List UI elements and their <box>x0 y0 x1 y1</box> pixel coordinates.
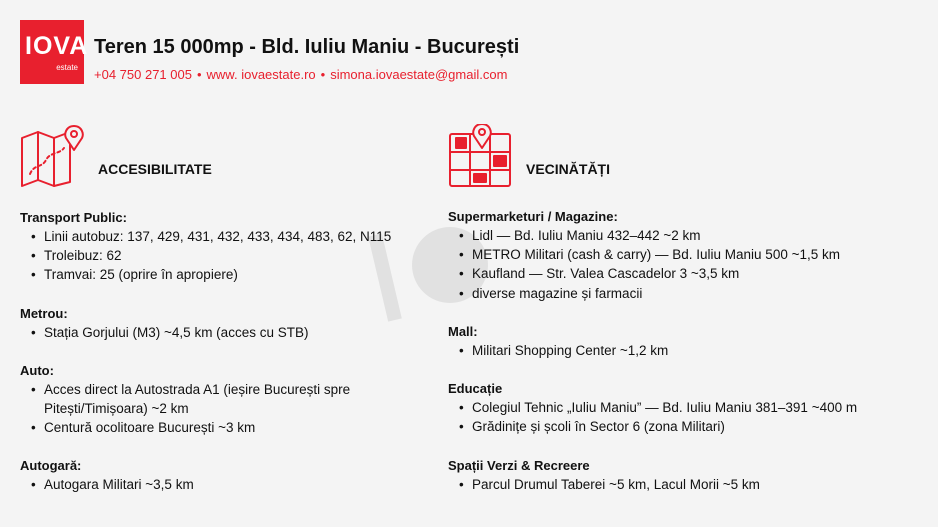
group-title: Autogară: <box>20 458 82 473</box>
list-item-continuation: Pitești/Timișoara) ~2 km <box>44 401 189 417</box>
contact-line <box>94 67 507 82</box>
separator: • <box>320 67 326 82</box>
group-title: Auto: <box>20 363 54 378</box>
list-item: • diverse magazine și farmacii <box>448 284 840 303</box>
info-group <box>448 207 840 303</box>
group-list <box>20 323 308 342</box>
group-list <box>20 475 194 494</box>
group-list <box>448 475 760 494</box>
list-item: • Grădinițe și școli în Sector 6 (zona Militari) <box>448 417 857 436</box>
info-group <box>20 208 391 285</box>
group-list <box>448 398 857 436</box>
page-title: Teren 15 000mp - Bld. Iuliu Maniu - București <box>94 36 520 58</box>
list-item: • METRO Militari (cash & carry) — Bd. Iuliu Maniu 500 ~1,5 km <box>448 245 840 264</box>
info-group <box>448 456 760 494</box>
separator: • <box>196 67 202 82</box>
brand-logo <box>20 20 89 84</box>
info-group <box>20 361 350 438</box>
list-item: • Troleibuz: 62 <box>20 246 391 265</box>
list-item: • Linii autobuz: 137, 429, 431, 432, 433, 434, 483, 62, N115 <box>20 227 391 246</box>
logo-subtext: estate <box>56 63 78 72</box>
group-title: Mall: <box>448 324 478 339</box>
info-group <box>20 456 194 494</box>
map-pin-icon <box>20 124 86 188</box>
group-list <box>448 341 668 360</box>
phone-number[interactable]: +04 750 271 005 <box>94 67 192 82</box>
group-list <box>448 226 840 303</box>
info-group <box>448 322 668 360</box>
group-list <box>20 380 350 438</box>
section-title: VECINĂTĂȚI <box>526 161 610 177</box>
info-group <box>20 304 308 342</box>
group-title: Transport Public: <box>20 210 127 225</box>
list-item: • Autogara Militari ~3,5 km <box>20 475 194 494</box>
info-group <box>448 379 857 436</box>
list-item: • Lidl — Bd. Iuliu Maniu 432–442 ~2 km <box>448 226 840 245</box>
group-title: Educație <box>448 381 503 396</box>
logo-mark: IOVA <box>25 32 89 60</box>
website-link[interactable]: www. iovaestate.ro <box>206 67 316 82</box>
group-title: Spații Verzi & Recreere <box>448 458 590 473</box>
list-item: • Colegiul Tehnic „Iuliu Maniu” — Bd. Iuliu Maniu 381–391 ~400 m <box>448 398 857 417</box>
email-link[interactable]: simona.iovaestate@gmail.com <box>330 67 508 82</box>
city-map-icon <box>448 124 514 188</box>
group-title: Supermarketuri / Magazine: <box>448 209 618 224</box>
list-item: • Parcul Drumul Taberei ~5 km, Lacul Morii ~5 km <box>448 475 760 494</box>
list-item: • Kaufland — Str. Valea Cascadelor 3 ~3,5 km <box>448 264 840 283</box>
list-item: • Militari Shopping Center ~1,2 km <box>448 341 668 360</box>
group-list <box>20 227 391 285</box>
section-title: ACCESIBILITATE <box>98 161 212 177</box>
list-item: • Stația Gorjului (M3) ~4,5 km (acces cu STB) <box>20 323 308 342</box>
list-item: • Centură ocolitoare București ~3 km <box>20 418 350 437</box>
list-item: • Tramvai: 25 (oprire în apropiere) <box>20 265 391 284</box>
list-item: • Acces direct la Autostrada A1 (ieșire București spre <box>20 380 350 399</box>
group-title: Metrou: <box>20 306 68 321</box>
